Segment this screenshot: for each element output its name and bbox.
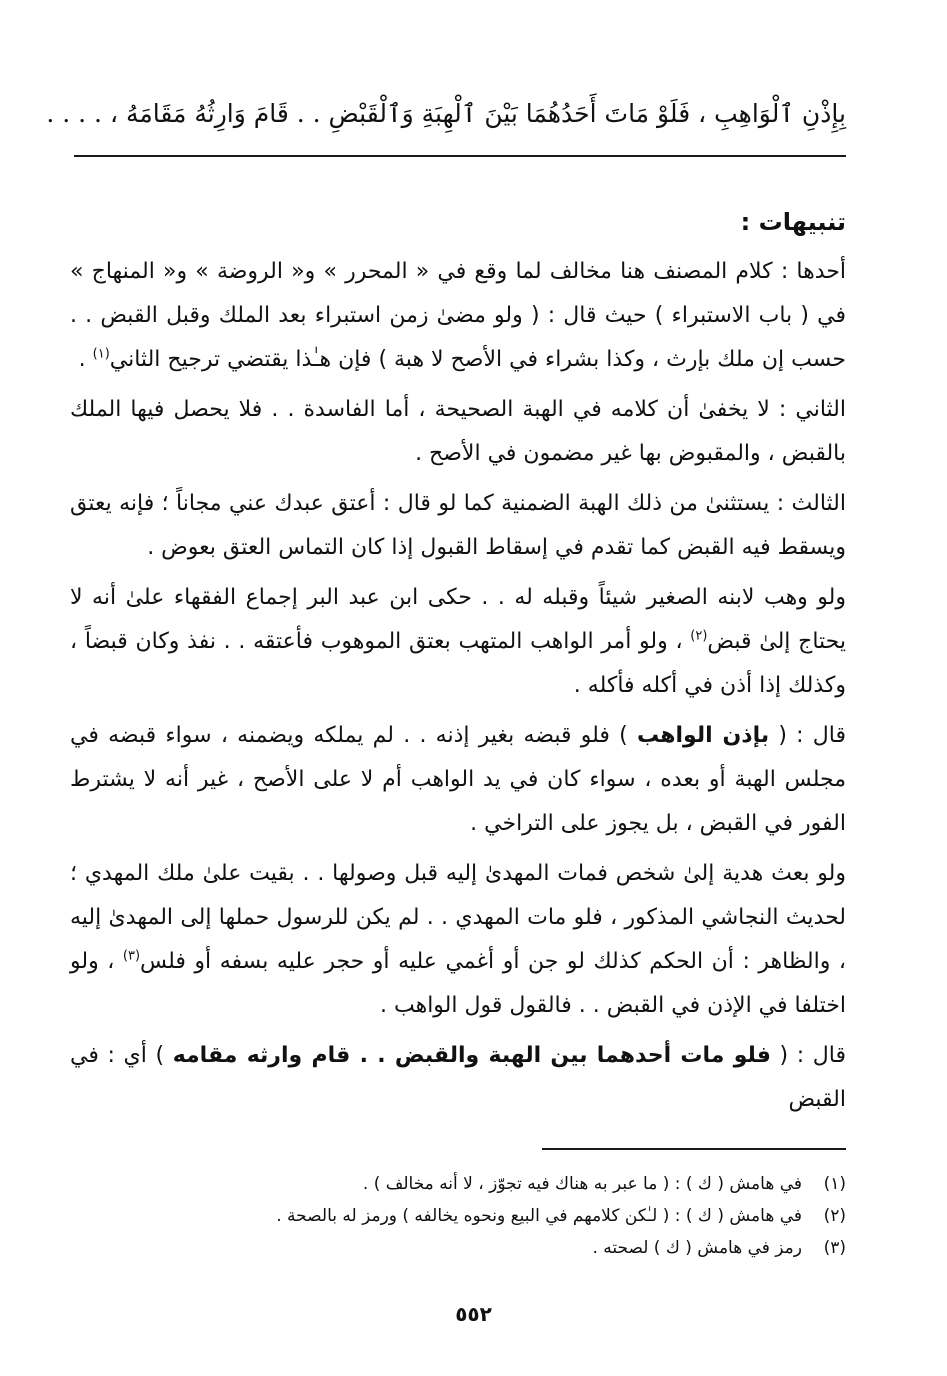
paragraph-third-note: الثالث : يستثنىٰ من ذلك الهبة الضمنية كما لو قال : أعتق عبدك عني مجاناً ؛ فإنه يعتق ويسقط فيه القبض كما تقدم في إسقاط القبول إذا كان التماس العتق بعوض . bbox=[70, 491, 846, 560]
paragraph-text-cont: ، ولو اختلفا في الإذن في القبض . . فالقول قول الواهب . bbox=[70, 949, 846, 1018]
paragraph-text-cont: ) فلو قبضه بغير إذنه . . لم يملكه ويضمنه ، سواء قبضه في مجلس الهبة أو بعده ، سواء كان في يد الواهب أم لا على الأصح ، غير أنه لا يشترط الفور في القبض ، بل يجوز على التراخي . bbox=[70, 723, 846, 836]
paragraph-sent-gift bbox=[70, 852, 846, 1028]
page-number: ٥٥٢ bbox=[455, 1302, 492, 1326]
section-heading: تنبيهات : bbox=[740, 208, 846, 236]
paragraph-text: ولو وهب لابنه الصغير شيئاً وقبله له . . حكى ابن عبد البر إجماع الفقهاء علىٰ أنه لا يحتاج إلىٰ قبض bbox=[70, 585, 846, 654]
footnote-item bbox=[70, 1200, 846, 1232]
paragraph-text-cont: ، ولو أمر الواهب المتهب بعتق الموهوب فأعتقه . . نفذ وكان قبضاً ، وكذلك إذا أذن في أكله فأكله . bbox=[70, 629, 846, 698]
paragraph-text: قال : ( bbox=[769, 723, 846, 748]
paragraph-end: . bbox=[78, 347, 93, 372]
footnote-text: في هامش ( ك ) : ( ما عبر به هناك فيه تجوّز ، لا أنه مخالف ) . bbox=[362, 1174, 802, 1194]
paragraph-text-cont: ) أي : في القبض bbox=[70, 1043, 846, 1112]
paragraph-text: قال : ( bbox=[770, 1043, 847, 1068]
paragraph-text: أحدها : كلام المصنف هنا مخالف لما وقع في « المحرر » و« الروضة » و« المنهاج » في ( باب الاستبراء ) حيث قال : ( ولو مضىٰ زمن استبراء بعد الملك وقبل القبض . . حسب إن ملك بإرث ، وكذا بشراء في الأصح لا هبة ) فإن هـٰذا يقتضي ترجيح الثاني bbox=[70, 259, 846, 372]
footnote-ref-2[interactable]: (٢) bbox=[690, 628, 708, 644]
header-divider bbox=[74, 155, 846, 157]
paragraph-first-note bbox=[70, 250, 846, 382]
footnote-text: في هامش ( ك ) : ( لـٰكن كلامهم في البيع ونحوه يخالفه ) ورمز له بالصحة . bbox=[276, 1206, 802, 1226]
matn-verse-line: بِإِذْنِ ٱلْوَاهِبِ ، فَلَوْ مَاتَ أَحَدُهُمَا بَيْنَ ٱلْهِبَةِ وَٱلْقَبْضِ . . قَامَ وَارِثُهُ مَقَامَهُ ، . . . . bbox=[46, 99, 846, 128]
paragraph-second-note: الثاني : لا يخفىٰ أن كلامه في الهبة الصحيحة ، أما الفاسدة . . فلا يحصل فيها الملك بالقبض ، والمقبوض بها غير مضمون في الأصح . bbox=[70, 397, 846, 466]
paragraph-gift-to-son bbox=[70, 576, 846, 708]
matn-quote: بإذن الواهب bbox=[636, 723, 770, 748]
footnote-divider bbox=[542, 1148, 846, 1150]
footnote-ref-3[interactable]: (٣) bbox=[122, 948, 141, 964]
footnote-number: (٢) bbox=[823, 1206, 846, 1226]
footnote-number: (١) bbox=[823, 1174, 846, 1194]
footnote-text: رمز في هامش ( ك ) لصحته . bbox=[592, 1238, 802, 1258]
footnote-item bbox=[70, 1168, 846, 1200]
paragraph-text: ولو بعث هدية إلىٰ شخص فمات المهدىٰ إليه قبل وصولها . . بقيت علىٰ ملك المهدي ؛ لحديث النجاشي المذكور ، فلو مات المهدي . . لم يكن للرسول حملها إلى المهدىٰ إليه ، والظاهر : أن الحكم كذلك لو جن أو أغمي عليه أو حجر عليه بسفه أو فلس bbox=[70, 861, 846, 974]
paragraph-death-before-possession bbox=[70, 1034, 846, 1122]
matn-quote: فلو مات أحدهما بين الهبة والقبض . . قام وارثه مقامه bbox=[172, 1043, 771, 1068]
footnotes bbox=[70, 1168, 846, 1264]
footnote-number: (٣) bbox=[823, 1238, 846, 1258]
paragraph-donor-permission bbox=[70, 714, 846, 846]
footnote-ref-1[interactable]: (١) bbox=[92, 346, 110, 362]
commentary-body bbox=[70, 200, 846, 1122]
footnote-item bbox=[70, 1232, 846, 1264]
